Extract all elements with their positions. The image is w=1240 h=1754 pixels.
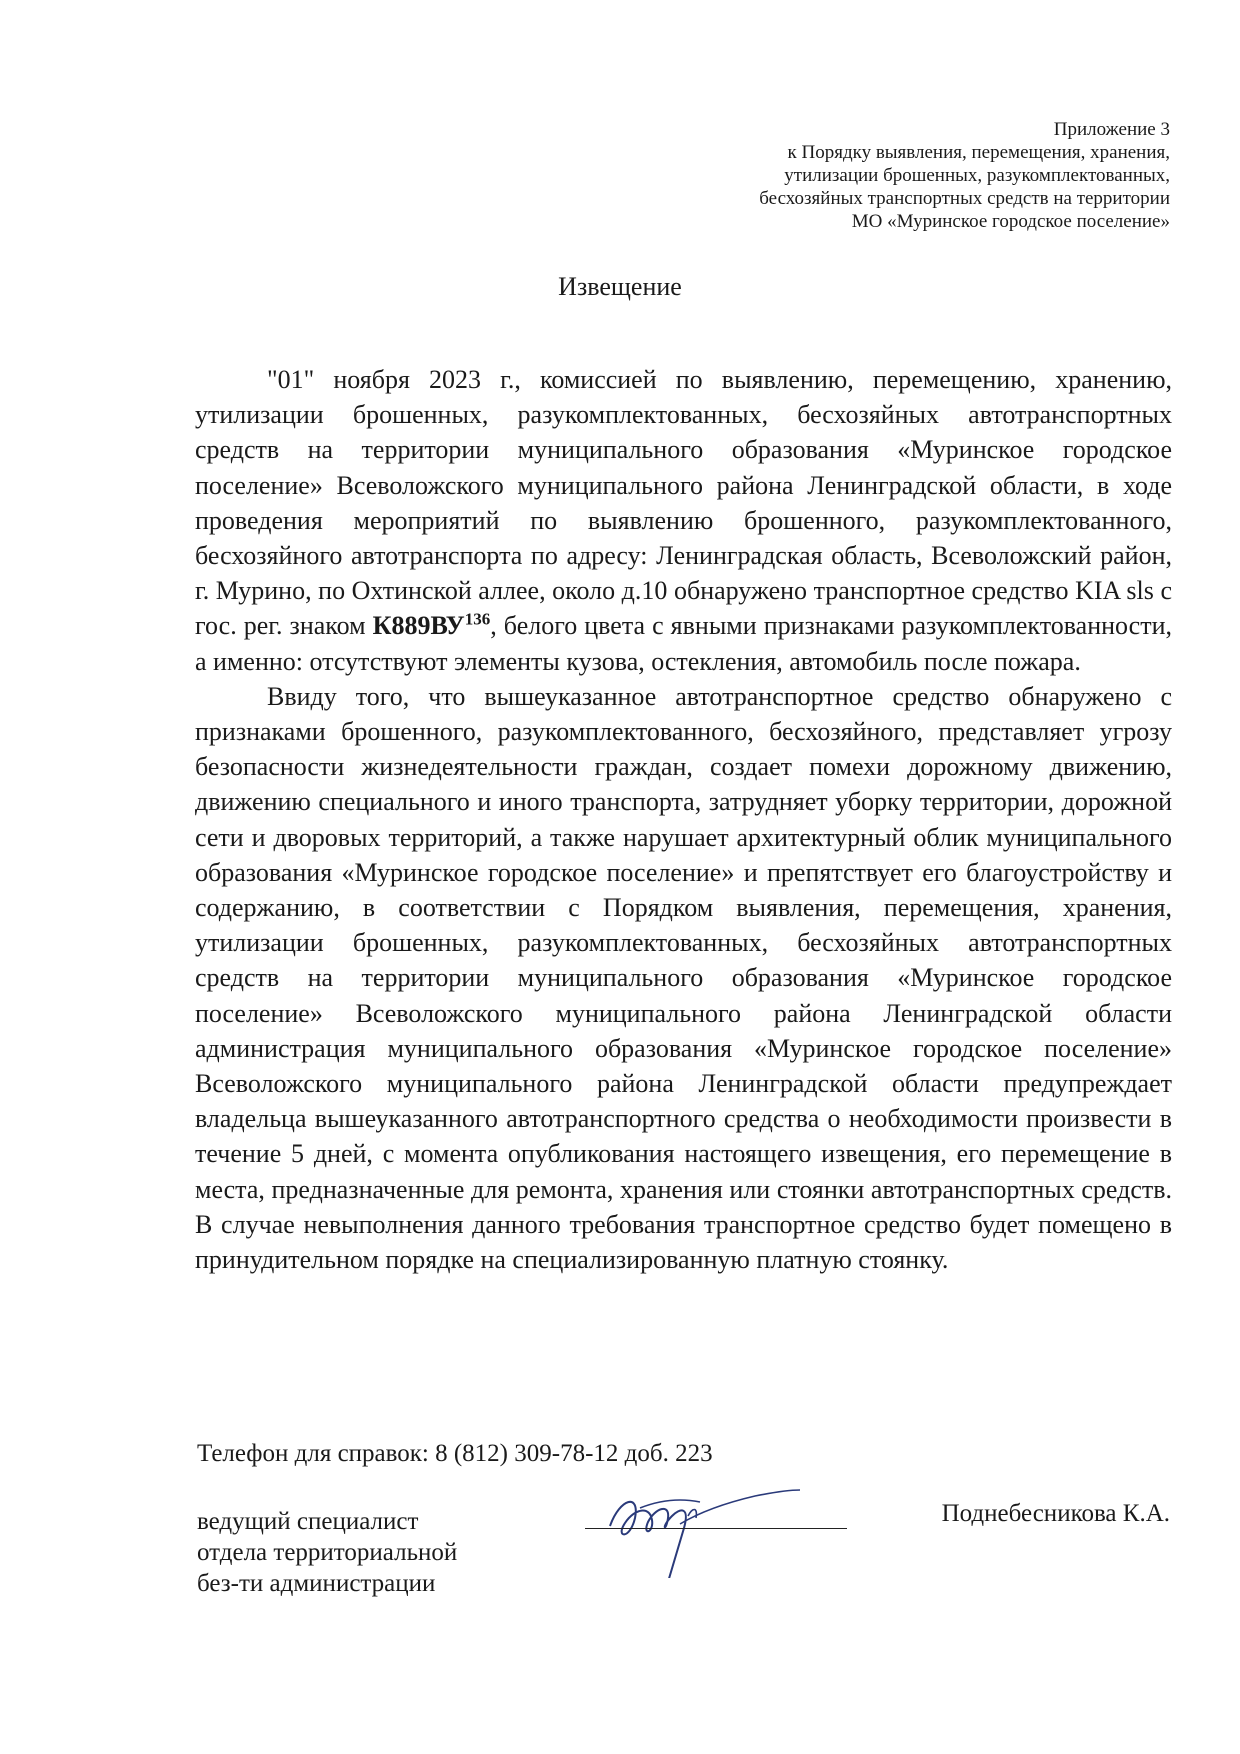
position-line: отдела территориальной	[197, 1539, 458, 1566]
document-body	[195, 362, 1172, 1277]
signer-name: Поднебесникова К.А.	[941, 1500, 1170, 1527]
signer-position	[197, 1506, 457, 1599]
document-title: Извещение	[558, 272, 682, 301]
appendix-line: МО «Муринское городское поселение»	[851, 211, 1170, 232]
license-plate-number: К889ВУ	[372, 611, 465, 641]
paragraph-1-text-before: "01" ноября 2023 г., комиссией по выявлению, перемещению, хранению, утилизации брошенных, разукомплектованных, бесхозяйных автотранспортных средств на территории муниципального образования «Муринское городское поселение» Всеволожского муниципального района Ленинградской области, в ходе проведения мероприятий по выявлению брошенного, разукомплектованного, бесхозяйного автотранспорта по адресу: Ленинградская область, Всеволожский район, г. Мурино, по Охтинской аллее, около д.10 обнаружено транспортное средство KIA sls с гос. рег. знаком	[195, 365, 1172, 641]
license-plate-region: 136	[464, 609, 491, 629]
position-line: ведущий специалист	[197, 1508, 419, 1535]
appendix-line: утилизации брошенных, разукомплектованных,	[784, 165, 1170, 186]
paragraph-2: Ввиду того, что вышеуказанное автотранспортное средство обнаружено с признаками брошенного, разукомплектованного, бесхозяйного, представляет угрозу безопасности жизнедеятельности граждан, создает помехи дорожному движению, движению специального и иного транспорта, затрудняет уборку территории, дорожной сети и дворовых территорий, а также нарушает архитектурный облик муниципального образования «Муринское городское поселение» и препятствует его благоустройству и содержанию, в соответствии с Порядком выявления, перемещения, хранения, утилизации брошенных, разукомплектованных, бесхозяйных автотранспортных средств на территории муниципального образования «Муринское городское поселение» Всеволожского муниципального района Ленинградской области администрация муниципального образования «Муринское городское поселение» Всеволожского муниципального района Ленинградской области предупреждает владельца вышеуказанного автотранспортного средства о необходимости произвести в течение 5 дней, с момента опубликования настоящего извещения, его перемещение в места, предназначенные для ремонта, хранения или стоянки автотранспортных средств. В случае невыполнения данного требования транспортное средство будет помещено в принудительном порядке на специализированную платную стоянку.	[195, 681, 1172, 1275]
position-line: без-ти администрации	[197, 1570, 436, 1597]
paragraph-1-text-after: , белого цвета с явными признаками разукомплектованности, а именно: отсутствуют элементы кузова, остекления, автомобиль после пожара.	[195, 611, 1172, 676]
appendix-line: к Порядку выявления, перемещения, хранения,	[787, 142, 1170, 163]
reference-phone: Телефон для справок: 8 (812) 309-78-12 доб. 223	[197, 1440, 713, 1467]
license-plate	[373, 611, 491, 640]
signature-line	[585, 1528, 847, 1529]
appendix-line: бесхозяйных транспортных средств на территории	[759, 188, 1170, 209]
appendix-header	[650, 118, 1170, 233]
appendix-line: Приложение 3	[1053, 119, 1170, 140]
paragraph-1	[195, 362, 1172, 679]
